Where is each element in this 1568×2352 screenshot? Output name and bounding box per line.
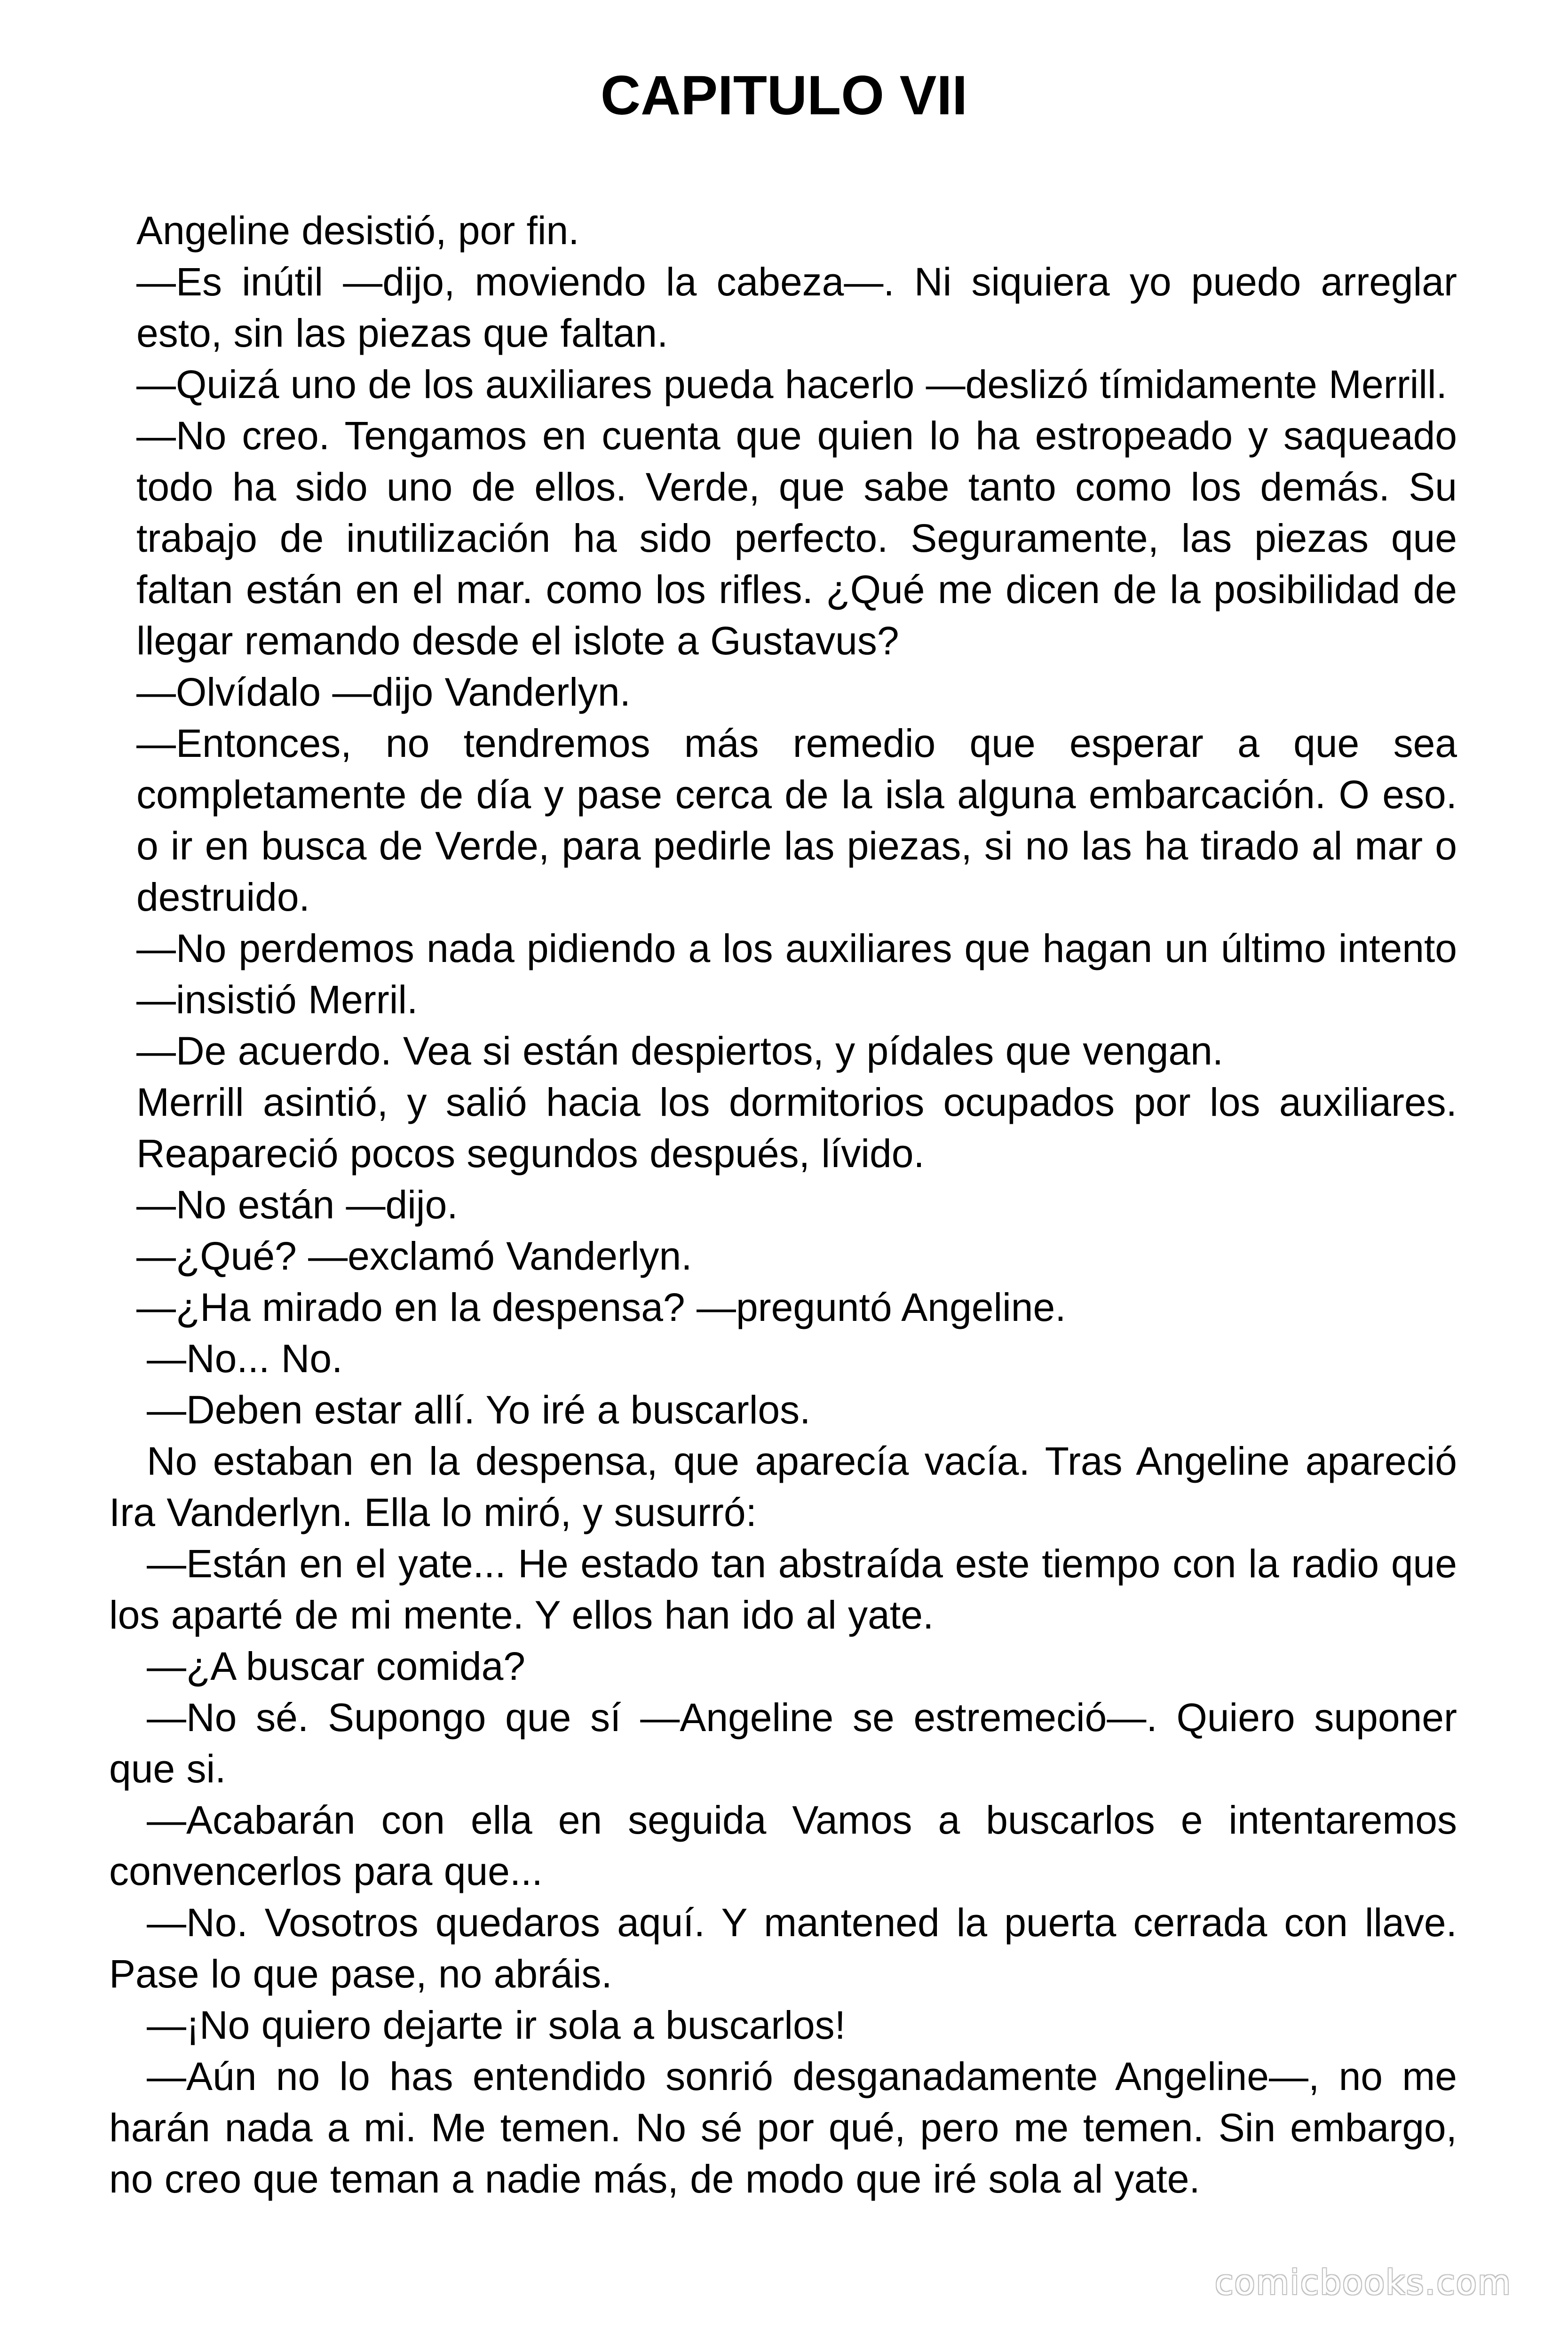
paragraph: —¿Ha mirado en la despensa? —preguntó Angeline. — [136, 1285, 1066, 1329]
paragraph: —Quizá uno de los auxiliares pueda hacerlo —deslizó tímidamente Merrill. — [136, 362, 1447, 406]
paragraph: —Olvídalo —dijo Vanderlyn. — [136, 670, 631, 714]
chapter-body — [0, 205, 1568, 2205]
paragraph: No estaban en la despensa, que aparecía vacía. Tras Angeline apareció Ira Vanderlyn. Ella lo miró, y susurró: — [109, 1439, 1457, 1534]
paragraph: —Es inútil —dijo, moviendo la cabeza—. Ni siquiera yo puedo arreglar esto, sin las piezas que faltan. — [136, 260, 1457, 355]
chapter-title: CAPITULO VII — [600, 64, 968, 127]
paragraph: —Están en el yate... He estado tan abstraída este tiempo con la radio que los aparté de mi mente. Y ellos han ido al yate. — [109, 1542, 1457, 1637]
paragraph: —¿A buscar comida? — [147, 1644, 526, 1688]
paragraph: —De acuerdo. Vea si están despiertos, y pídales que vengan. — [136, 1029, 1224, 1073]
paragraph: —Deben estar allí. Yo iré a buscarlos. — [147, 1388, 811, 1432]
paragraph: —Entonces, no tendremos más remedio que esperar a que sea completamente de día y pase cerca de la isla alguna embarcación. O eso. o ir en busca de Verde, para pedirle las piezas, si no las ha tirado al mar o destruido. — [136, 721, 1457, 919]
paragraph: —No sé. Supongo que sí —Angeline se estremeció—. Quiero suponer que si. — [109, 1695, 1457, 1791]
paragraph: —No... No. — [147, 1336, 343, 1381]
paragraph: —No creo. Tengamos en cuenta que quien lo ha estropeado y saqueado todo ha sido uno de ellos. Verde, que sabe tanto como los demás. Su trabajo de inutilización ha sido perfecto. Seguramente, las piezas que faltan están en el mar. como los rifles. ¿Qué me dicen de la posibilidad de llegar remando desde el islote a Gustavus? — [136, 413, 1457, 663]
paragraph: —No perdemos nada pidiendo a los auxiliares que hagan un último intento —insistió Merril. — [136, 926, 1457, 1022]
paragraph: —¿Qué? —exclamó Vanderlyn. — [136, 1234, 692, 1278]
paragraph: —No. Vosotros quedaros aquí. Y mantened la puerta cerrada con llave. Pase lo que pase, no abráis. — [109, 1900, 1457, 1996]
paragraph: —Aún no lo has entendido sonrió desganadamente Angeline—, no me harán nada a mi. Me temen. No sé por qué, pero me temen. Sin embargo, no creo que teman a nadie más, de modo que iré sola al yate. — [109, 2054, 1457, 2201]
paragraph: Merrill asintió, y salió hacia los dormitorios ocupados por los auxiliares. Reapareció pocos segundos después, lívido. — [136, 1080, 1457, 1176]
paragraph: —No están —dijo. — [136, 1183, 458, 1227]
paragraph: —Acabarán con ella en seguida Vamos a buscarlos e intentaremos convencerlos para que... — [109, 1798, 1457, 1893]
paragraph: —¡No quiero dejarte ir sola a buscarlos! — [147, 2003, 846, 2047]
paragraph: Angeline desistió, por fin. — [136, 208, 579, 253]
watermark: comicbooks.com — [1214, 2263, 1512, 2302]
